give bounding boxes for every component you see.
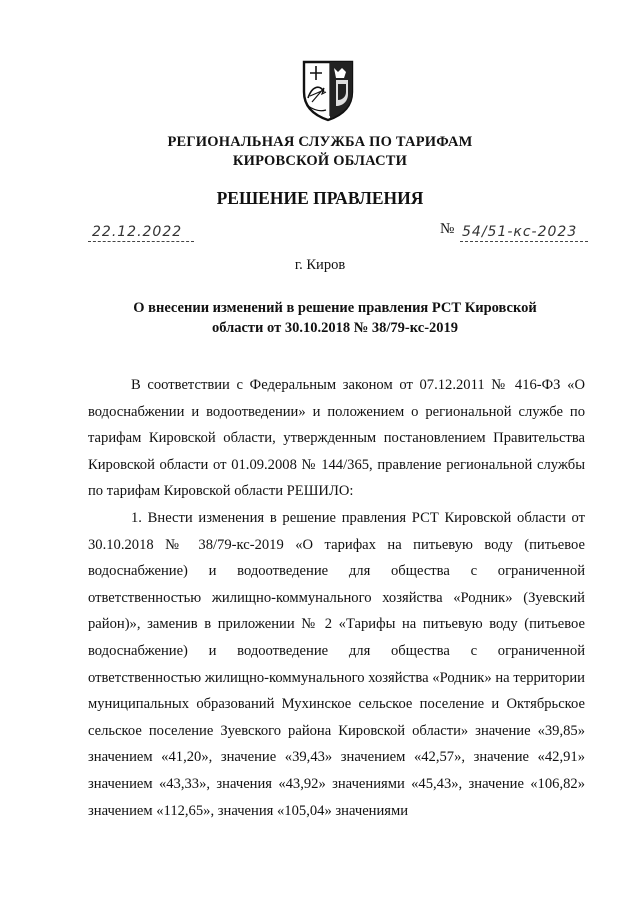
document-number: 54/51-кс-2023 [462, 224, 578, 240]
organization-name-line1: РЕГИОНАЛЬНАЯ СЛУЖБА ПО ТАРИФАМ [167, 134, 473, 150]
body-paragraph-preamble: В соответствии с Федеральным законом от 07.12.2011 № 416-ФЗ «О водоснабжении и водоотведении» и положением о региональной службе по тарифам Кировской области, утвержденным постановлением Правительства Кировской области от 01.09.2008 № 144/365, правление региональной службы по тарифам Кировской области РЕШИЛО: [88, 377, 585, 500]
city-name: г. Киров [294, 257, 346, 273]
organization-name-line2: КИРОВСКОЙ ОБЛАСТИ [232, 153, 408, 169]
number-underline [460, 241, 588, 242]
body-paragraph-item-1: 1. Внести изменения в решение правления РСТ Кировской области от 30.10.2018 № 38/79-кс-2019 «О тарифах на питьевую воду (питьевое водоснабжение) и водоотведение для общества с ограниченной ответственностью жилищно-коммунального хозяйства «Родник» (Зуевский район)», заменив в приложении № 2 «Тарифы на питьевую воду (питьевое водоснабжение) и водоотведение для общества с ограниченной ответственностью жилищно-коммунального хозяйства «Родник» на территории муниципальных образований Мухинское сельское поселение и Октябрьское сельское поселение Зуевского района Кировской области» значение «39,85» значением «41,20», значение «39,43» значением «42,57», значение «42,91» значением «43,33», значения «43,92» значениями «45,43», значение «106,82» значением «112,65», значения «105,04» значениями [88, 509, 585, 819]
document-type-title: РЕШЕНИЕ ПРАВЛЕНИЯ [216, 188, 424, 208]
number-sign: № [440, 221, 455, 237]
subject-line1: О внесении изменений в решение правления РСТ Кировской [133, 300, 537, 316]
document-body [88, 372, 585, 824]
date-underline [88, 241, 194, 242]
subject-line2: области от 30.10.2018 № 38/79-кс-2019 [211, 320, 459, 336]
kirov-region-coat-of-arms-icon [300, 58, 356, 122]
document-date: 22.12.2022 [92, 224, 183, 240]
document-subject [110, 298, 560, 338]
